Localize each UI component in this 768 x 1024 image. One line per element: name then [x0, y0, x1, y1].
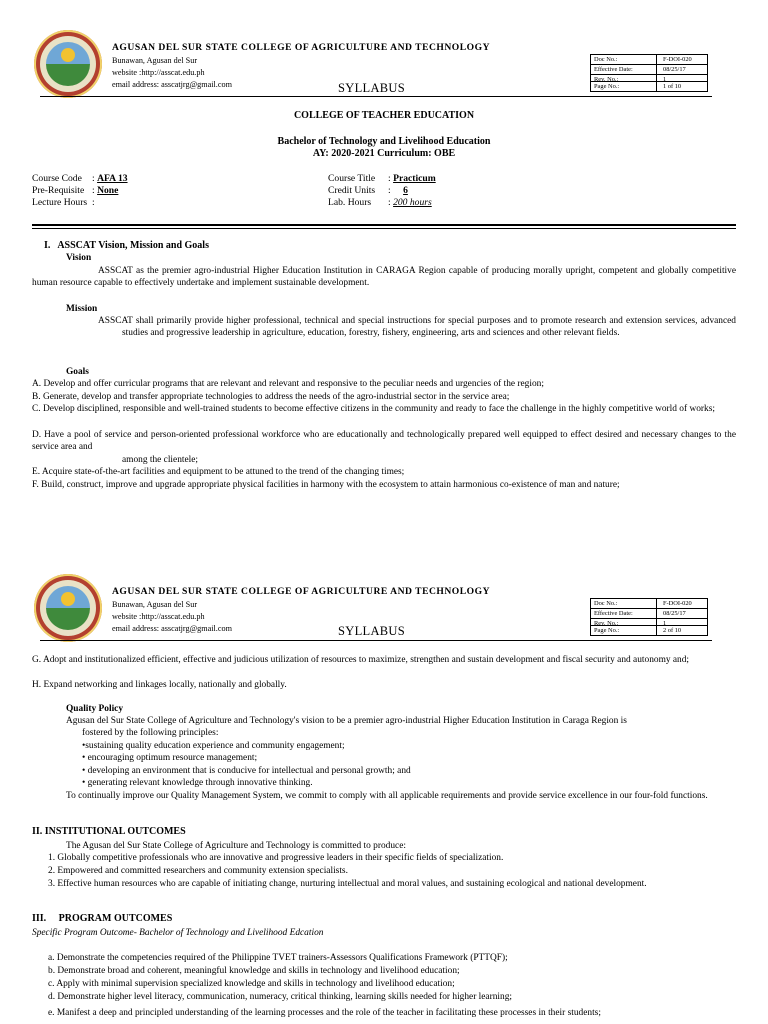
school-website: website :http://asscat.edu.ph — [112, 612, 205, 621]
lab-hours-row: Lab. Hours : 200 hours — [328, 197, 432, 208]
quality-policy-heading: Quality Policy — [66, 704, 124, 714]
quality-policy-close: To continually improve our Quality Management System, we commit to comply with all applicable requirements and provide service excellence in our four-fold functions. — [66, 791, 708, 801]
doc-no-label: Doc No.: — [591, 55, 657, 64]
vision-text: ASSCAT as the premier agro-industrial Higher Education Institution in CARAGA Region capable of producing morally upright, competent and globally competitive human resource capable to effectively undertake and implement sustainable development. — [32, 266, 736, 289]
syllabus-title: SYLLABUS — [338, 624, 405, 638]
quality-policy-intro-2: fostered by the following principles: — [82, 728, 219, 738]
school-seal-logo — [34, 574, 102, 642]
goal-b: B. Generate, develop and transfer appropriate technologies to address the needs of the agro-industrial sector in the service area; — [32, 392, 510, 402]
credit-units-value: 6 — [403, 185, 408, 196]
school-seal-logo — [34, 30, 102, 98]
rev-no-value: 1 — [663, 76, 667, 82]
prereq-value: None — [97, 185, 119, 196]
goal-d-continuation: among the clientele; — [122, 455, 199, 465]
section-divider-bottom — [32, 228, 736, 229]
school-email: email address: asscatjrg@gmail.com — [112, 624, 232, 633]
goal-f: F. Build, construct, improve and upgrade appropriate physical facilities in harmony with the ecosystem to attain harmonious co-existence of man and nature; — [32, 480, 620, 490]
quality-policy-item: • encouraging optimum resource management; — [82, 753, 258, 763]
document-control-box — [590, 598, 708, 636]
goal-a: A. Develop and offer curricular programs that are relevant and relevant and responsive to the peculiar needs and urgencies of the region; — [32, 379, 544, 389]
prereq-row: Pre-Requisite : None — [32, 185, 119, 196]
school-name: AGUSAN DEL SUR STATE COLLEGE OF AGRICULTURE AND TECHNOLOGY — [112, 586, 491, 597]
mission-text: ASSCAT shall primarily provide higher professional, technical and special instructions for special purposes and to promote research and extension services, advanced studies and progressive leadership in agriculture, education, forestry, fishery, engineering, arts and sciences and other relevant fields. — [98, 316, 736, 339]
page-no-value: 2 of 10 — [663, 627, 682, 634]
effective-date-label: Effective Date: — [591, 65, 657, 74]
course-code-label: Course Code — [32, 173, 82, 184]
rev-no-label: Rev. No.: — [591, 619, 657, 625]
program-outcome-e: e. Manifest a deep and principled understanding of the learning processes and the role of the teacher in facilitating these processes in their students; — [48, 1008, 601, 1018]
college-title: COLLEGE OF TEACHER EDUCATION — [293, 110, 475, 121]
goal-e: E. Acquire state-of-the-art facilities and equipment to be attuned to the trend of the changing times; — [32, 467, 405, 477]
document-control-box — [590, 54, 708, 92]
header-rule — [40, 640, 712, 641]
quality-policy-intro: Agusan del Sur State College of Agriculture and Technology's vision to be a premier agro-industrial Higher Education Institution in Caraga Region is — [66, 716, 627, 726]
page-no-value: 1 of 10 — [663, 83, 682, 90]
section-2-heading: II. INSTITUTIONAL OUTCOMES — [32, 826, 186, 837]
goal-d: D. Have a pool of service and person-oriented professional workforce who are educationally and technologically prepared well equipped to effect desired and necessary changes to the service area and — [32, 430, 736, 453]
lab-hours-value: 200 hours — [393, 197, 432, 208]
goal-h: H. Expand networking and linkages locally, nationally and globally. — [32, 680, 287, 690]
program-outcome-b: b. Demonstrate broad and coherent, meaningful knowledge and skills in technology and livelihood education; — [48, 966, 460, 976]
effective-date-label: Effective Date: — [591, 609, 657, 618]
school-address: Bunawan, Agusan del Sur — [112, 600, 198, 609]
page-no-label: Page No.: — [591, 82, 657, 91]
institutional-outcome-2: 2. Empowered and committed researchers and community extension specialists. — [48, 866, 348, 876]
school-address: Bunawan, Agusan del Sur — [112, 56, 198, 65]
vision-heading: Vision — [66, 253, 92, 263]
page-2 — [0, 560, 768, 1024]
institutional-outcome-1: 1. Globally competitive professionals who are innovative and progressive leaders in their specific fields of specialization. — [48, 853, 504, 863]
doc-no-label: Doc No.: — [591, 599, 657, 608]
goals-heading: Goals — [66, 367, 89, 377]
course-code-row: Course Code : AFA 13 — [32, 173, 128, 184]
school-name: AGUSAN DEL SUR STATE COLLEGE OF AGRICULTURE AND TECHNOLOGY — [112, 42, 491, 53]
header-rule — [40, 96, 712, 97]
syllabus-title: SYLLABUS — [338, 81, 405, 95]
program-outcome-d: d. Demonstrate higher level literacy, communication, numeracy, critical thinking, learning skills needed for higher learning; — [48, 992, 512, 1002]
quality-policy-item: •sustaining quality education experience and community engagement; — [82, 741, 345, 751]
program-title: Bachelor of Technology and Livelihood Education — [277, 136, 491, 147]
effective-date-value: 08/25/17 — [663, 610, 686, 617]
lab-hours-label: Lab. Hours — [328, 197, 372, 208]
course-title-value: Practicum — [393, 173, 436, 184]
effective-date-value: 08/25/17 — [663, 66, 686, 73]
school-website: website :http://asscat.edu.ph — [112, 68, 205, 77]
prereq-label: Pre-Requisite — [32, 185, 85, 196]
course-code-value: AFA 13 — [97, 173, 128, 184]
rev-no-label: Rev. No.: — [591, 75, 657, 81]
mission-heading: Mission — [66, 304, 98, 314]
institutional-outcome-3: 3. Effective human resources who are capable of initiating change, nurturing intellectual and moral values, and sustaining ecological and national development. — [48, 879, 647, 889]
academic-year: AY: 2020-2021 Curriculum: OBE — [312, 148, 456, 159]
section-3-heading: III. PROGRAM OUTCOMES — [32, 913, 173, 924]
page-no-label: Page No.: — [591, 626, 657, 635]
program-outcome-c: c. Apply with minimal supervision specialized knowledge and skills in technology and livelihood education; — [48, 979, 455, 989]
goal-c: C. Develop disciplined, responsible and well-trained students to become effective citizens in the community and ready to face the challenge in the highly competitive world of works; — [32, 404, 715, 414]
institutional-outcomes-intro: The Agusan del Sur State College of Agriculture and Technology is committed to produce: — [66, 841, 406, 851]
lecture-hours-row: Lecture Hours : — [32, 197, 95, 208]
doc-no-value: F-DOI-020 — [663, 56, 692, 63]
credit-units-label: Credit Units — [328, 185, 376, 196]
doc-no-value: F-DOI-020 — [663, 600, 692, 607]
course-title-label: Course Title — [328, 173, 376, 184]
program-outcome-a: a. Demonstrate the competencies required of the Philippine TVET trainers-Assessors Qualifications Framework (PTTQF); — [48, 953, 508, 963]
school-email: email address: asscatjrg@gmail.com — [112, 80, 232, 89]
section-divider-top — [32, 224, 736, 226]
rev-no-value: 1 — [663, 620, 667, 626]
course-title-row: Course Title : Practicum — [328, 173, 436, 184]
section-1-heading: I. ASSCAT Vision, Mission and Goals — [44, 240, 209, 251]
goal-g: G. Adopt and institutionalized efficient, effective and judicious utilization of resources to maximize, strengthen and sustain development and fiscal security and autonomy and; — [32, 655, 690, 665]
quality-policy-item: • generating relevant knowledge through innovative thinking. — [82, 778, 313, 788]
credit-units-row: Credit Units : 6 — [328, 185, 418, 197]
quality-policy-item: • developing an environment that is conducive for intellectual and personal growth; and — [82, 766, 411, 776]
program-outcome-subtitle: Specific Program Outcome- Bachelor of Technology and Livelihood Edcation — [32, 928, 324, 938]
lecture-hours-label: Lecture Hours — [32, 197, 88, 208]
